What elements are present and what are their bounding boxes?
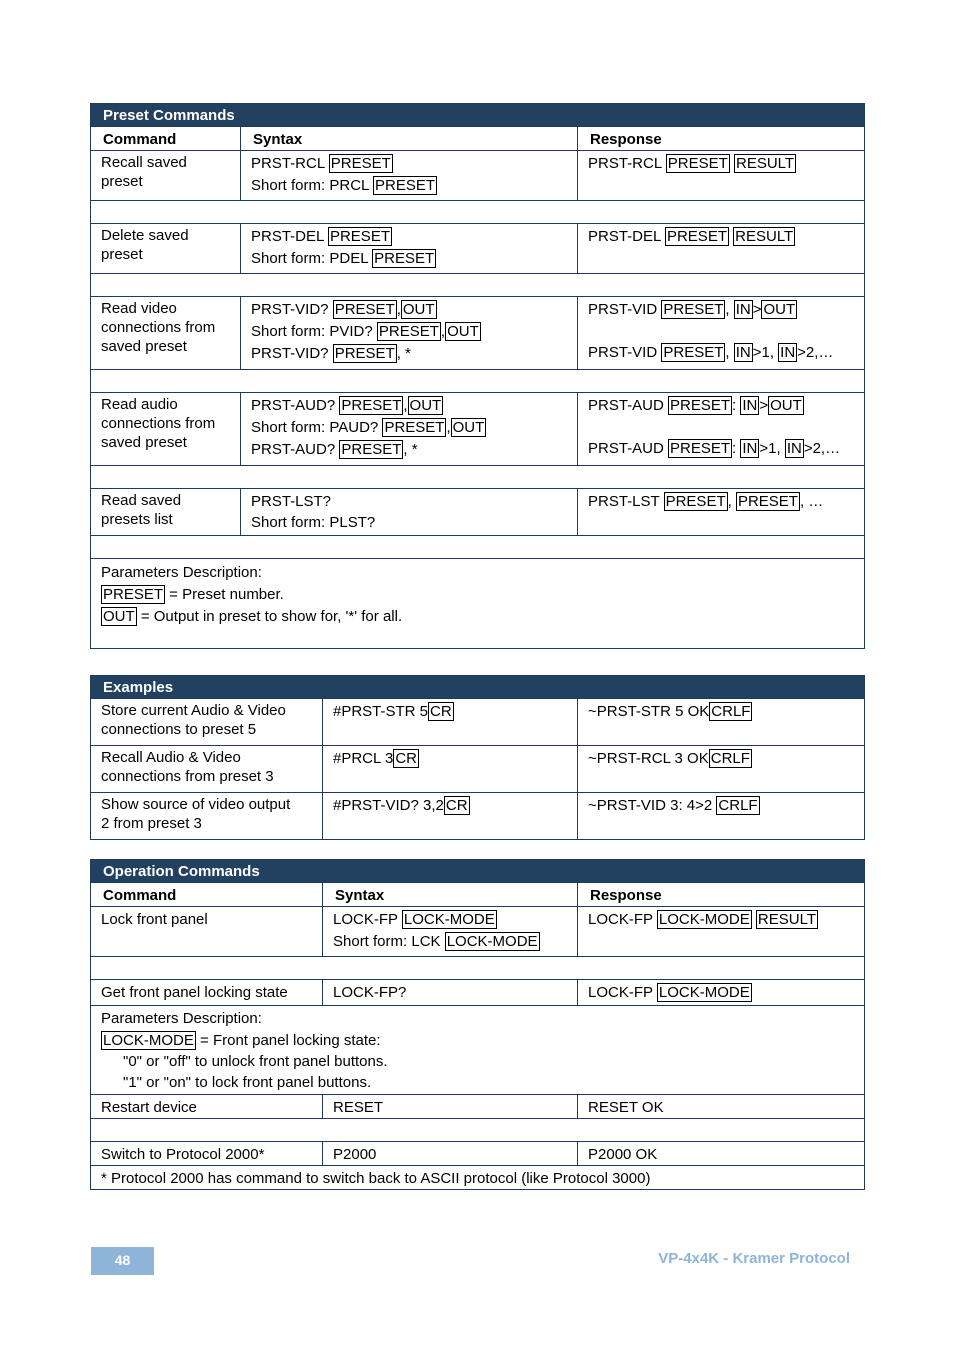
param-in: IN — [735, 344, 751, 361]
examples-table — [90, 675, 865, 840]
cmd-line: preset — [101, 173, 143, 190]
param-preset: PRESET — [334, 301, 395, 318]
param-out: OUT — [447, 323, 479, 340]
param-out: OUT — [402, 301, 435, 318]
param-preset: PRESET — [341, 441, 402, 458]
params-heading: Parameters Description: — [101, 564, 262, 581]
response-line — [588, 342, 854, 363]
separator: , — [725, 301, 734, 318]
syntax-line — [251, 439, 567, 460]
cmd-lock-front-panel: Lock front panel — [91, 907, 323, 957]
param-lock-mode: LOCK-MODE — [403, 911, 495, 928]
param-lock-mode: LOCK-MODE — [103, 1032, 194, 1049]
response-line — [588, 299, 854, 320]
preset-commands-title: Preset Commands — [91, 104, 865, 127]
cmd-read-audio — [91, 393, 241, 466]
response-text: PRST-VID — [588, 301, 662, 318]
param-preset: PRESET — [666, 228, 727, 245]
separator: : — [732, 397, 741, 414]
param-result: RESULT — [735, 155, 795, 172]
cmd-line: saved preset — [101, 434, 187, 451]
spacer-row — [91, 466, 865, 489]
param-in: IN — [735, 301, 751, 318]
example-syntax — [323, 793, 578, 840]
param-preset: PRESET — [330, 155, 391, 172]
example-desc — [91, 699, 323, 746]
example-syntax — [323, 699, 578, 746]
response-text: PRST-RCL — [588, 155, 666, 172]
spacer-row — [91, 1119, 865, 1142]
response-line — [588, 395, 854, 416]
example-syntax — [323, 746, 578, 793]
spacer-row — [91, 370, 865, 393]
separator: , — [725, 344, 734, 361]
examples-title: Examples — [91, 676, 865, 699]
syntax-text: PRST-AUD? — [251, 441, 340, 458]
separator: , * — [396, 345, 411, 362]
example-line: Store current Audio & Video — [101, 702, 286, 719]
spacer-cell — [91, 466, 865, 489]
param-preset: PRESET — [670, 397, 731, 414]
syntax-text: Short form: PAUD? — [251, 419, 383, 436]
operation-parameters-description — [91, 1006, 865, 1095]
separator: , — [446, 419, 451, 436]
syntax-line — [251, 417, 567, 438]
col-command-header: Command — [91, 883, 323, 907]
separator: , … — [799, 493, 824, 510]
param-line — [101, 584, 854, 605]
param-preset: PRESET — [670, 440, 731, 457]
param-crlf: CRLF — [718, 797, 758, 814]
syntax-recall-preset — [241, 151, 578, 201]
syntax-text: Short form: PVID? — [251, 323, 377, 340]
spacer-cell — [91, 536, 865, 559]
example-desc — [91, 746, 323, 793]
example-line: Recall Audio & Video — [101, 749, 241, 766]
example-line: Show source of video output — [101, 796, 291, 813]
operation-commands-table — [90, 859, 865, 1190]
syntax-protocol-2000: P2000 — [323, 1142, 578, 1166]
response-text: PRST-VID — [588, 344, 662, 361]
param-desc: = Preset number. — [165, 586, 284, 603]
separator: >1, — [759, 440, 785, 457]
param-preset: PRESET — [384, 419, 445, 436]
col-command-header: Command — [91, 127, 241, 151]
param-in: IN — [780, 344, 796, 361]
response-line — [588, 438, 854, 459]
param-crlf: CRLF — [710, 750, 750, 767]
syntax-lock-front-panel — [323, 907, 578, 957]
param-preset: PRESET — [103, 586, 164, 603]
response-read-list — [578, 489, 865, 536]
syntax-text: Short form: PDEL — [251, 250, 373, 267]
syntax-text: Short form: PRCL — [251, 177, 373, 194]
separator: , — [440, 323, 446, 340]
cmd-line: Read video — [101, 300, 177, 317]
example-line: 2 from preset 3 — [101, 815, 202, 832]
response-read-video — [578, 297, 865, 370]
param-lock-mode: LOCK-MODE — [658, 984, 750, 1001]
response-restart-device: RESET OK — [578, 1095, 865, 1119]
cmd-read-video — [91, 297, 241, 370]
response-text: PRST-LST — [588, 493, 664, 510]
syntax-read-video — [241, 297, 578, 370]
syntax-line: PRST-LST? — [251, 493, 332, 510]
param-in: IN — [742, 397, 758, 414]
example-syntax-text: #PRST-VID? 3,2 — [333, 797, 444, 814]
param-line — [101, 606, 854, 627]
cmd-line: Recall saved — [101, 154, 187, 171]
col-syntax-header: Syntax — [241, 127, 578, 151]
response-text: PRST-DEL — [588, 228, 665, 245]
syntax-text: PRST-DEL — [251, 228, 328, 245]
syntax-line — [251, 299, 567, 320]
response-recall-preset — [578, 151, 865, 201]
example-syntax-text: #PRST-STR 5 — [333, 703, 429, 720]
param-preset: PRESET — [663, 301, 724, 318]
spacer-row — [91, 957, 865, 980]
param-cr: CR — [445, 797, 468, 814]
syntax-get-lock-state: LOCK-FP? — [323, 980, 578, 1006]
protocol-footnote: * Protocol 2000 has command to switch back to ASCII protocol (like Protocol 3000) — [91, 1166, 865, 1190]
param-desc: = Front panel locking state: — [195, 1032, 381, 1049]
response-text: PRST-AUD — [588, 397, 669, 414]
param-cr: CR — [430, 703, 452, 720]
param-out: OUT — [452, 419, 485, 436]
page-number: 48 — [91, 1247, 154, 1275]
syntax-read-list — [241, 489, 578, 536]
param-out: OUT — [763, 301, 796, 318]
spacer-cell — [91, 957, 865, 980]
response-text: LOCK-FP — [588, 984, 657, 1001]
param-preset: PRESET — [374, 177, 435, 194]
param-preset: PRESET — [329, 228, 390, 245]
cmd-line: presets list — [101, 511, 173, 528]
param-out: OUT — [770, 397, 802, 414]
syntax-line — [251, 226, 567, 247]
col-syntax-header: Syntax — [323, 883, 578, 907]
response-protocol-2000: P2000 OK — [578, 1142, 865, 1166]
separator: >2,… — [797, 344, 834, 361]
cmd-line: connections from — [101, 319, 216, 336]
param-preset: PRESET — [737, 493, 798, 510]
separator: , — [403, 397, 408, 414]
response-lock-front-panel — [578, 907, 865, 957]
syntax-text: PRST-VID? — [251, 301, 333, 318]
separator: , — [396, 301, 401, 318]
syntax-text: PRST-RCL — [251, 155, 329, 172]
param-cr: CR — [395, 750, 417, 767]
param-result: RESULT — [735, 228, 794, 245]
separator: , — [727, 493, 736, 510]
cmd-restart-device: Restart device — [91, 1095, 323, 1119]
example-response — [578, 699, 865, 746]
cmd-get-lock-state: Get front panel locking state — [91, 980, 323, 1006]
example-response-text: ~PRST-RCL 3 OK — [588, 750, 709, 767]
syntax-restart-device: RESET — [323, 1095, 578, 1119]
param-lock-mode: LOCK-MODE — [446, 933, 538, 950]
separator: > — [759, 397, 769, 414]
cmd-recall-preset — [91, 151, 241, 201]
syntax-line — [251, 395, 567, 416]
syntax-line — [251, 175, 567, 196]
params-heading: Parameters Description: — [101, 1010, 262, 1027]
param-preset: PRESET — [378, 323, 439, 340]
syntax-line — [251, 343, 567, 364]
response-read-audio — [578, 393, 865, 466]
syntax-line — [251, 321, 567, 342]
col-response-header: Response — [578, 127, 865, 151]
response-get-lock-state — [578, 980, 865, 1006]
syntax-read-audio — [241, 393, 578, 466]
spacer-row — [91, 536, 865, 559]
separator: >2,… — [803, 440, 841, 457]
param-out: OUT — [409, 397, 442, 414]
param-line — [101, 1030, 854, 1051]
example-response-text: ~PRST-STR 5 OK — [588, 703, 710, 720]
example-response-text: ~PRST-VID 3: 4>2 — [588, 797, 717, 814]
param-value-line: "0" or "off" to unlock front panel buttons. — [123, 1053, 388, 1070]
cmd-line: Delete saved — [101, 227, 189, 244]
syntax-text: PRST-VID? — [251, 345, 333, 362]
syntax-text: LOCK-FP — [333, 911, 402, 928]
syntax-line — [333, 931, 567, 952]
preset-commands-table — [90, 103, 865, 649]
cmd-line: Read audio — [101, 396, 178, 413]
param-preset: PRESET — [663, 344, 724, 361]
separator: > — [752, 301, 762, 318]
response-delete-preset — [578, 224, 865, 274]
param-preset: PRESET — [341, 397, 402, 414]
separator: >1, — [752, 344, 779, 361]
example-line: connections to preset 5 — [101, 721, 257, 738]
param-in: IN — [786, 440, 802, 457]
separator: , * — [403, 441, 418, 458]
cmd-delete-preset — [91, 224, 241, 274]
response-text: PRST-AUD — [588, 440, 669, 457]
response-text: LOCK-FP — [588, 911, 657, 928]
preset-parameters-description — [91, 559, 865, 649]
param-crlf: CRLF — [711, 703, 751, 720]
spacer-row — [91, 201, 865, 224]
example-line: connections from preset 3 — [101, 768, 274, 785]
example-response — [578, 746, 865, 793]
spacer-cell — [91, 201, 865, 224]
param-result: RESULT — [757, 911, 816, 928]
example-desc — [91, 793, 323, 840]
syntax-line — [251, 248, 567, 269]
syntax-line — [251, 153, 567, 174]
syntax-delete-preset — [241, 224, 578, 274]
param-out: OUT — [103, 608, 135, 625]
param-lock-mode: LOCK-MODE — [658, 911, 750, 928]
spacer-cell — [91, 1119, 865, 1142]
param-preset: PRESET — [667, 155, 728, 172]
cmd-line: preset — [101, 246, 143, 263]
col-response-header: Response — [578, 883, 865, 907]
param-in: IN — [742, 440, 758, 457]
example-syntax-text: #PRCL 3 — [333, 750, 394, 767]
cmd-protocol-2000: Switch to Protocol 2000* — [91, 1142, 323, 1166]
footer-title: VP-4x4K - Kramer Protocol — [658, 1250, 850, 1267]
example-response — [578, 793, 865, 840]
syntax-text: Short form: LCK — [333, 933, 445, 950]
separator: : — [732, 440, 741, 457]
param-preset: PRESET — [665, 493, 726, 510]
syntax-line — [333, 909, 567, 930]
operation-commands-title: Operation Commands — [91, 860, 865, 883]
param-desc: = Output in preset to show for, '*' for all. — [136, 608, 403, 625]
param-value-line: "1" or "on" to lock front panel buttons. — [123, 1074, 372, 1091]
cmd-line: Read saved — [101, 492, 182, 509]
cmd-read-list — [91, 489, 241, 536]
syntax-text: PRST-AUD? — [251, 397, 340, 414]
spacer-cell — [91, 370, 865, 393]
param-preset: PRESET — [334, 345, 395, 362]
syntax-line: Short form: PLST? — [251, 514, 376, 531]
param-preset: PRESET — [374, 250, 435, 267]
spacer-cell — [91, 274, 865, 297]
cmd-line: saved preset — [101, 338, 187, 355]
spacer-row — [91, 274, 865, 297]
cmd-line: connections from — [101, 415, 216, 432]
